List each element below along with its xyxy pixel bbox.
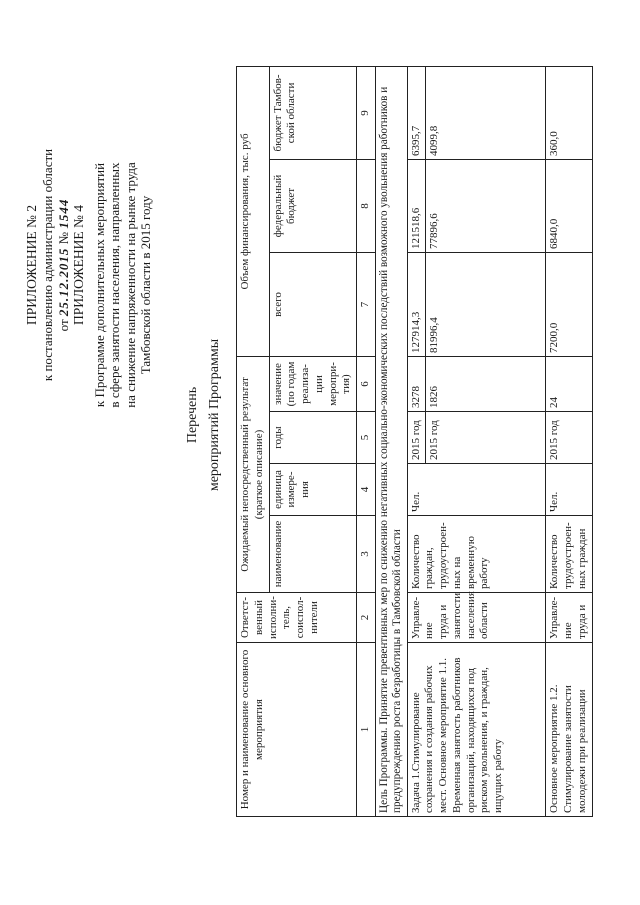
header-expected: Ожидаемый непосредственный результат (краткое описание) (237, 356, 270, 592)
table-row: 2015 год 1826 81996,4 77896,6 4099,8 (426, 66, 546, 816)
appendix-description: к Программе дополнительных мероприятий в сфере занятости населения, направленных на снижение напряженности на рынке труда Тамбовской области в 2015 году (92, 162, 153, 408)
signature-date: 25.12.2015 (55, 247, 71, 317)
header-responsible: Ответст-венный исполни-тель, соиспол-нители (237, 593, 357, 643)
appendix-line1: к постановлению администрации области (40, 148, 56, 382)
task-total-row: Задача 1.Стимулирование сохранения и создания рабочих мест. Основное мероприятие 1.1. Временная занятость работников организаций, находящихся под риском увольнения, и граждан, ищущих работу Управле-ние труда и занятости населения области Количество граждан, трудоустроен-ных на временную работу Чел. 2015 год 3278 127914,3 121518,6 6395,7 (407, 66, 426, 816)
goal-text: Цель Программы. Принятие превентивных мер по снижению негативных социально-экономических последствий возможного увольнения работников и предупреждению роста безработицы в Тамбовской области (375, 66, 407, 816)
activities-table (236, 66, 593, 817)
appendix-date-line: от 25.12.2015 № 1544 (55, 198, 71, 332)
appendix-title: ПРИЛОЖЕНИЕ № 2 (24, 204, 39, 326)
table-row: Основное мероприятие 1.2. Стимулирование занятости молодежи при реализации Управле-ние труда и Количество трудоустроен-ных граждан Чел. 2015 год 24 7200,0 6840,0 360,0 (546, 66, 592, 816)
document-heading: Перечень мероприятий Программы (185, 338, 223, 492)
task-1-cell: Задача 1.Стимулирование сохранения и создания рабочих мест. Основное мероприятие 1.1. Временная занятость работников организаций, находящихся под риском увольнения, и граждан, ищущих работу (407, 643, 546, 817)
appendix-block (24, 125, 88, 405)
goal-row (375, 66, 407, 816)
column-number-row: 1 2 3 4 5 6 7 8 9 (357, 66, 376, 816)
header-funding: Объем финансирования, тыс. руб (237, 66, 270, 356)
signature-number: 1544 (55, 198, 71, 229)
header-row-1 (237, 66, 270, 816)
appendix-title2: ПРИЛОЖЕНИЕ № 4 (71, 204, 87, 326)
header-name: Номер и наименование основного мероприятия (237, 643, 357, 817)
header-row-2: наименование единица измере-ния годы значение (по годам реализа-ции меропри-тия) всего федеральный бюджет бюджет Тамбов-ской области (269, 66, 357, 816)
